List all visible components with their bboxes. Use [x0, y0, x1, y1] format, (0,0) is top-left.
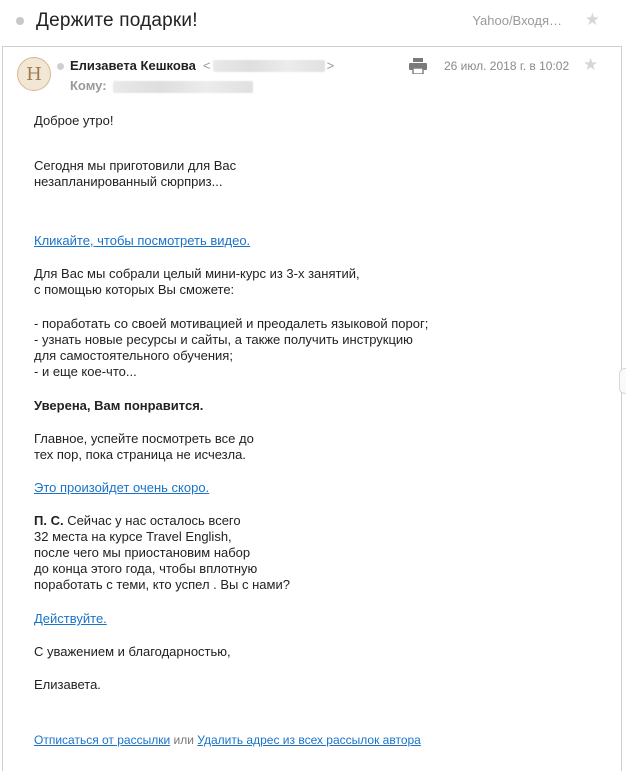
ps-label: П. С.: [34, 513, 64, 528]
remove-address-link[interactable]: Удалить адрес из всех рассылок автора: [197, 733, 421, 747]
sender-name[interactable]: Елизавета Кешкова: [70, 58, 196, 73]
ps-text: [34, 513, 594, 593]
to-label: Кому:: [70, 78, 107, 93]
star-icon[interactable]: ★: [584, 10, 600, 29]
act-link[interactable]: Действуйте.: [34, 611, 107, 626]
soon-link[interactable]: Это произойдет очень скоро.: [34, 480, 210, 495]
video-link[interactable]: Кликайте, чтобы посмотреть видео.: [34, 233, 251, 248]
sender-email-close: >: [326, 58, 335, 73]
sender-email[interactable]: [203, 58, 334, 73]
unsubscribe-link[interactable]: Отписаться от рассылки: [34, 733, 171, 747]
subject-bar: [0, 0, 626, 46]
unread-dot-icon[interactable]: [16, 17, 24, 25]
sender-email-open: <: [203, 58, 211, 73]
avatar-letter: H: [26, 63, 42, 85]
intro-text: Сегодня мы приготовили для Вас незапланированный сюрприз...: [34, 158, 237, 189]
hurry-text: Главное, успейте посмотреть все до тех пор, пока страница не исчезла.: [34, 431, 254, 462]
benefits-list: - поработать со своей мотивацией и преодалеть языковой порог; - узнать новые ресурсы и сайты, а также получить инструкцию для самостоятельного обучения; - и еще кое-что...: [34, 316, 429, 379]
presence-dot-icon: [57, 63, 64, 70]
redacted-recipient: [111, 80, 255, 98]
redacted-email: [213, 60, 325, 72]
side-panel-handle[interactable]: [619, 368, 626, 394]
message-date: 26 июл. 2018 г. в 10:02: [444, 59, 570, 73]
ps-body: Сейчас у нас осталось всего 32 места на курсе Travel English, после чего мы приостановим набор до конца этого года, чтобы вплотную поработать с теми, кто успел . Вы с нами?: [34, 513, 290, 592]
email-subject: Держите подарки!: [36, 10, 198, 31]
sure-text: Уверена, Вам понравится.: [34, 398, 204, 413]
signature: Елизавета.: [34, 677, 101, 692]
star-icon[interactable]: ★: [583, 55, 599, 74]
footer: [34, 733, 421, 747]
regards-text: С уважением и благодарностью,: [34, 644, 231, 659]
course-text: Для Вас мы собрали целый мини-курс из 3-х занятий, с помощью которых Вы сможете:: [34, 266, 360, 297]
avatar: [17, 57, 51, 91]
greeting: Доброе утро!: [34, 113, 114, 128]
message-card: [2, 46, 622, 771]
folder-label[interactable]: Yahoo/Входя…: [472, 13, 562, 28]
printer-icon[interactable]: [409, 58, 427, 74]
footer-or: или: [170, 733, 198, 747]
